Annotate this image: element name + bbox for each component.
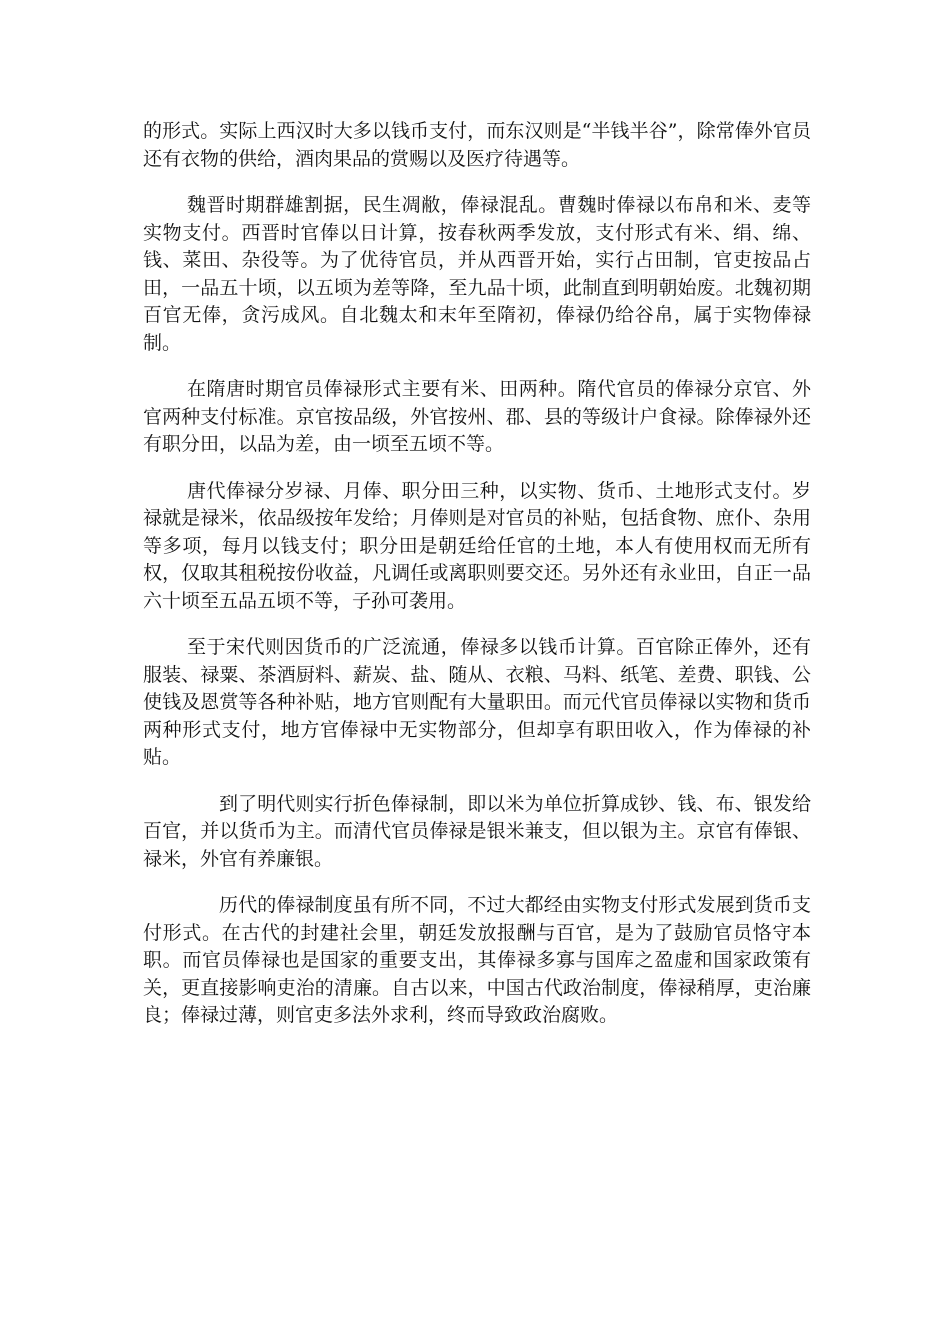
paragraph-tang: 唐代俸禄分岁禄、月俸、职分田三种，以实物、货币、土地形式支付。岁禄就是禄米，依品级按年发给；月俸则是对官员的补贴，包括食物、庶仆、杂用等多项，每月以钱支付；职分田是朝廷给任官的土地，本人有使用权而无所有权，仅取其租税按份收益，凡调任或离职则要交还。另外还有永业田，自正一品六十顷至五品五顷不等，子孙可袭用。 — [143, 479, 811, 612]
paragraph-conclusion: 历代的俸禄制度虽有所不同，不过大都经由实物支付形式发展到货币支付形式。在古代的封建社会里，朝廷发放报酬与百官，是为了鼓励官员恪守本职。而官员俸禄也是国家的重要支出，其俸禄多寡与国库之盈虚和国家政策有关，更直接影响吏治的清廉。自古以来，中国古代政治制度，俸禄稍厚，吏治廉良；俸禄过薄，则官吏多法外求利，终而导致政治腐败。 — [143, 894, 811, 1026]
paragraph-han-dynasty: 的形式。实际上西汉时大多以钱币支付，而东汉则是“半钱半谷”，除常俸外官员还有衣物的供给，酒肉果品的赏赐以及医疗待遇等。 — [143, 120, 811, 170]
document-body — [143, 118, 811, 1049]
paragraph-sui-tang: 在隋唐时期官员俸禄形式主要有米、田两种。隋代官员的俸禄分京官、外官两种支付标准。京官按品级，外官按州、郡、县的等级计户食禄。除俸禄外还有职分田，以品为差，由一顷至五顷不等。 — [143, 378, 811, 455]
paragraph-song-yuan: 至于宋代则因货币的广泛流通，俸禄多以钱币计算。百官除正俸外，还有服装、禄粟、茶酒厨料、薪炭、盐、随从、衣粮、马料、纸笔、差费、职钱、公使钱及恩赏等各种补贴，地方官则配有大量职田。而元代官员俸禄以实物和货币两种形式支付，地方官俸禄中无实物部分，但却享有职田收入，作为俸禄的补贴。 — [143, 636, 811, 768]
paragraph-ming-qing: 到了明代则实行折色俸禄制，即以米为单位折算成钞、钱、布、银发给百官，并以货币为主。而清代官员俸禄是银米兼支，但以银为主。京官有俸银、禄米，外官有养廉银。 — [143, 792, 811, 870]
paragraph-wei-jin: 魏晋时期群雄割据，民生凋敝，俸禄混乱。曹魏时俸禄以布帛和米、麦等实物支付。西晋时官俸以日计算，按春秋两季发放，支付形式有米、绢、绵、钱、菜田、杂役等。为了优待官员，并从西晋开始，实行占田制，官吏按品占田，一品五十顷，以五顷为差等降，至九品十顷，此制直到明朝始废。北魏初期百官无俸，贪污成风。自北魏太和末年至隋初，俸禄仍给谷帛，属于实物俸禄制。 — [143, 194, 811, 354]
